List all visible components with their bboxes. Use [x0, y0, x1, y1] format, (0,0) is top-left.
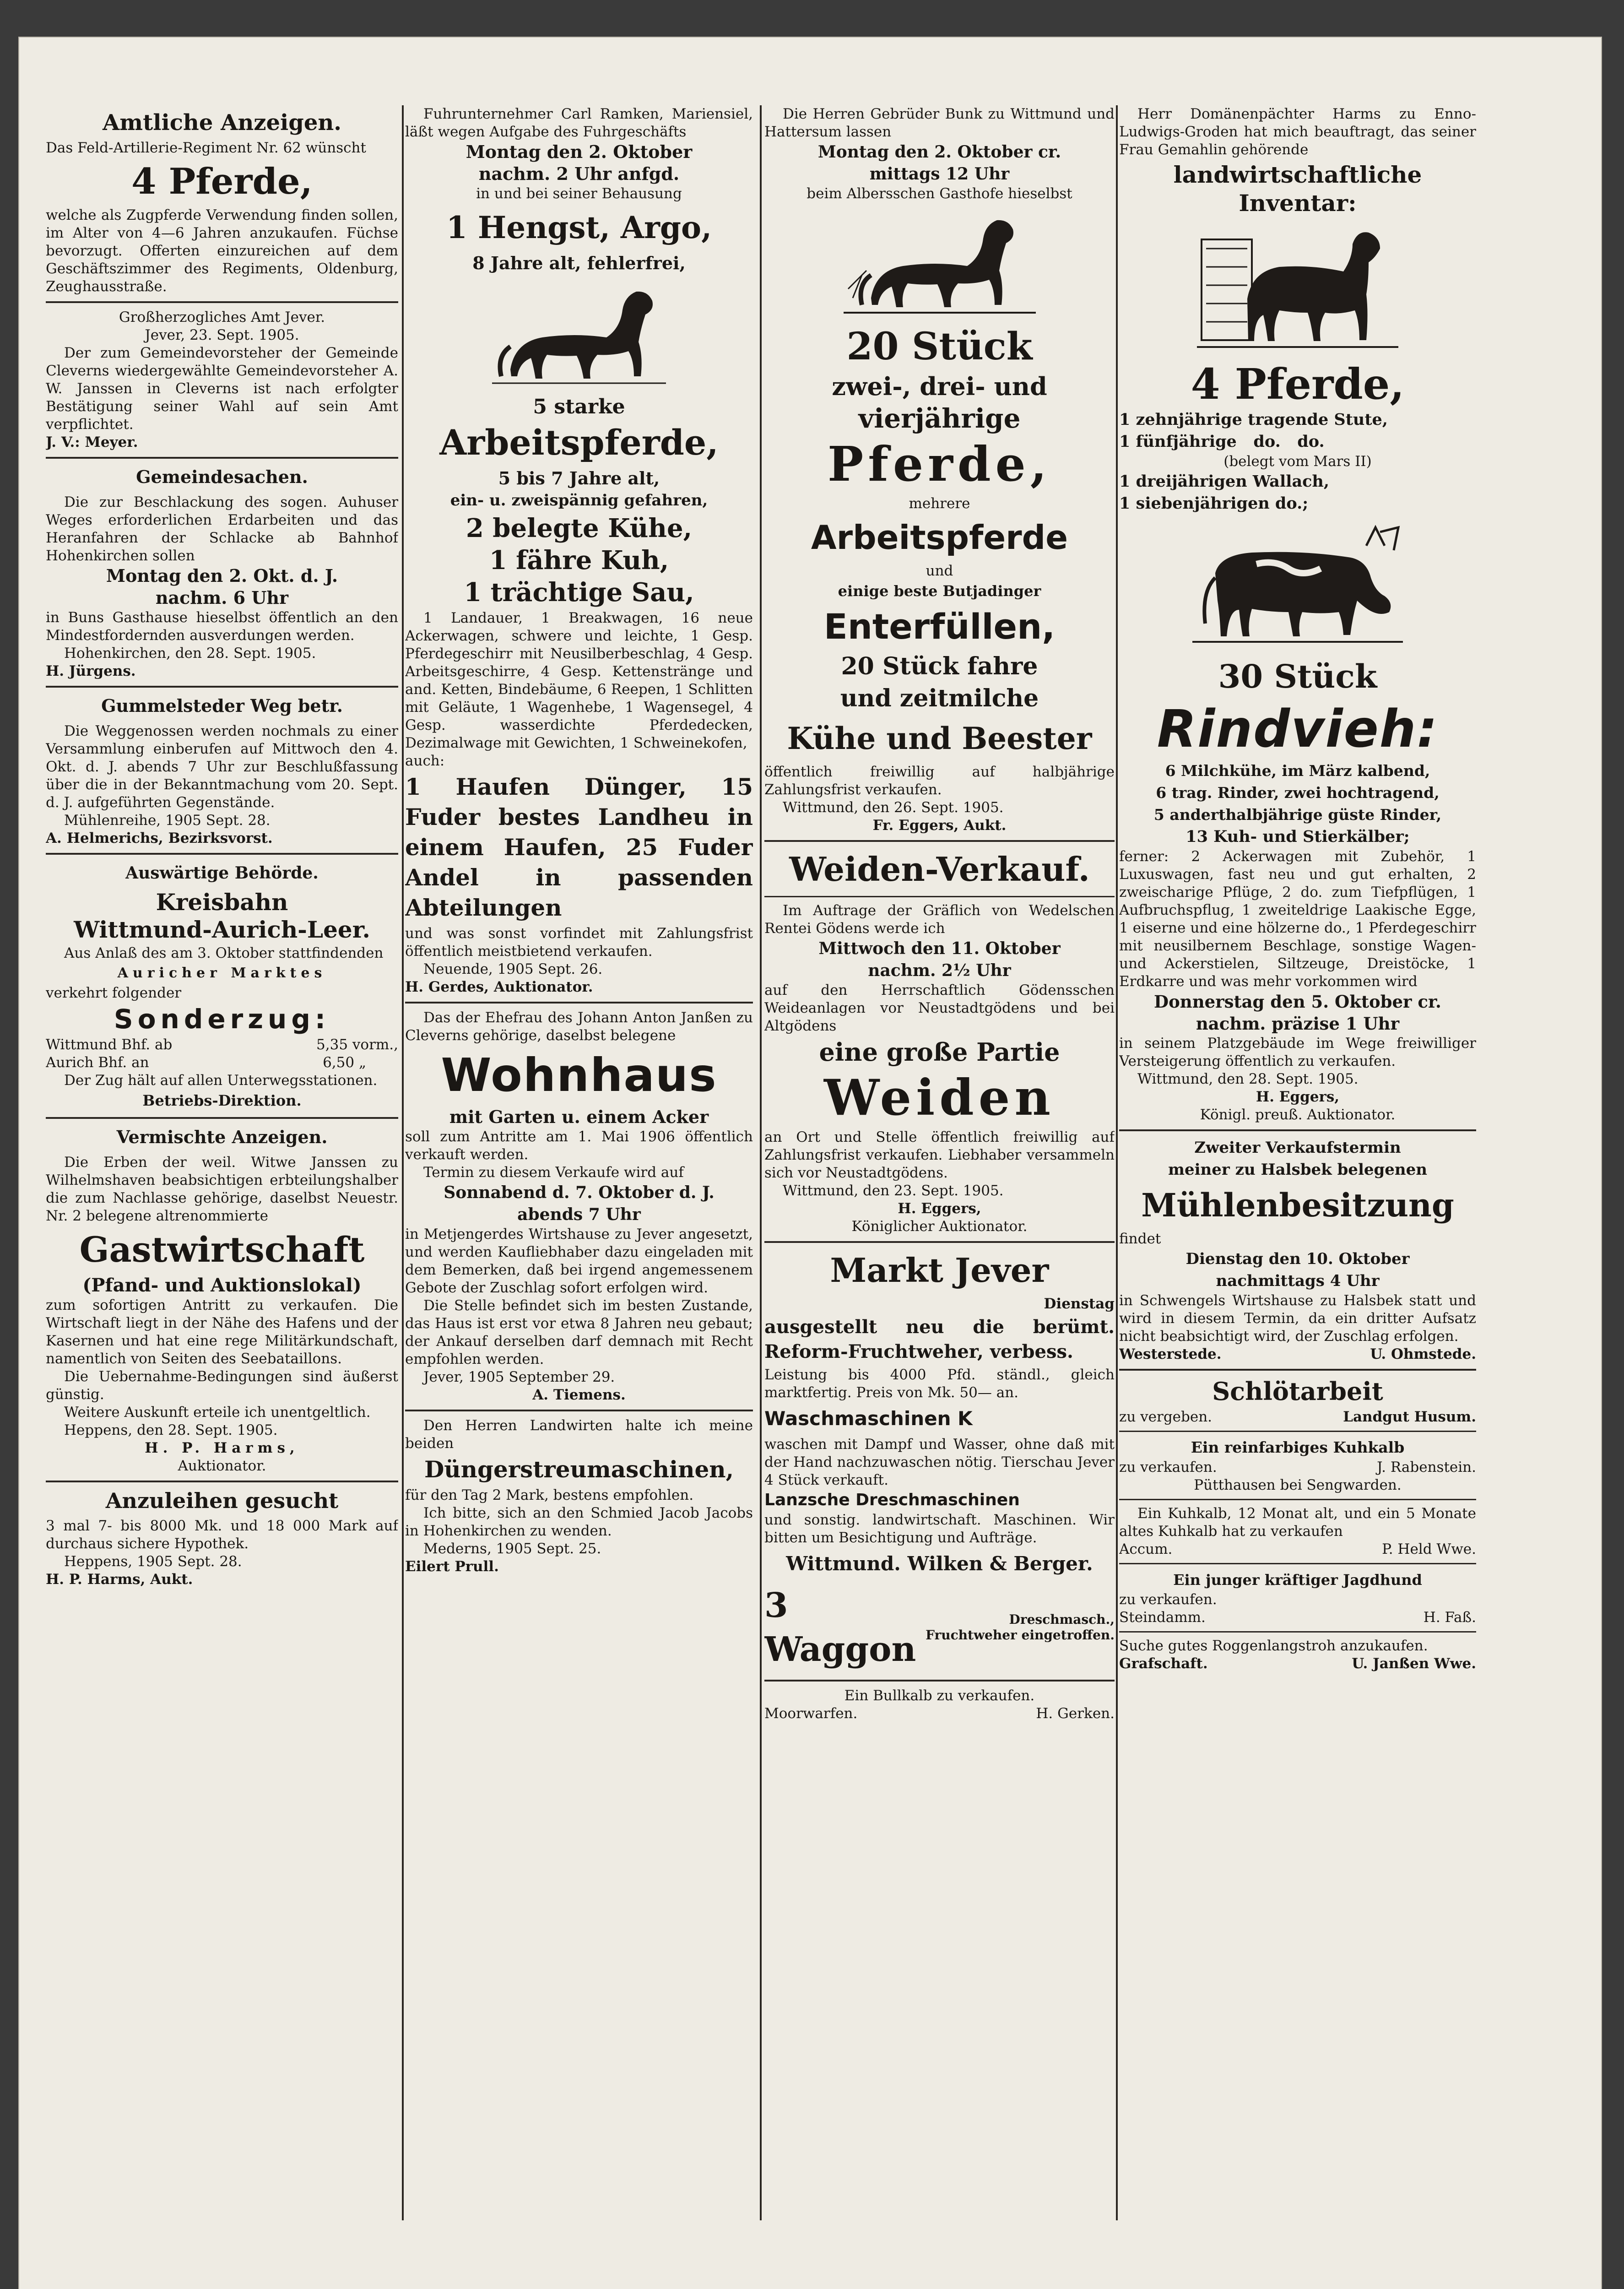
ad-date: Mittwoch den 11. Oktober	[818, 939, 1061, 958]
ad-place: Mederns, 1905 Sept. 25.	[423, 1540, 601, 1557]
ad-item: 13 Kuh- und Stierkälber;	[1186, 827, 1410, 846]
divider	[405, 1002, 753, 1003]
divider	[1119, 1431, 1476, 1432]
ad-text: in seinem Platzgebäude im Wege freiwilliger Versteigerung öffentlich zu verkaufen.	[1119, 1035, 1476, 1069]
ad-item: 5 anderthalbjährige güste Rinder,	[1153, 806, 1442, 824]
divider	[1119, 1631, 1476, 1633]
ad-subheadline: ausgestellt neu die berümt. Reform-Fruchtweher, verbess.	[764, 1316, 1115, 1362]
ad-text: beim Albersschen Gasthofe hieselbst	[807, 185, 1072, 202]
column-2	[405, 105, 753, 2248]
timetable-station: Aurich Bhf. an	[46, 1054, 149, 1071]
ad-signature: H. P. Harms,	[145, 1440, 299, 1456]
ad-signature: H. Gerken.	[1036, 1705, 1115, 1722]
ad-item: 2 belegte Kühe,	[466, 513, 693, 543]
ad-signature: H. Jürgens.	[46, 663, 136, 679]
ad-place: Accum.	[1119, 1541, 1173, 1557]
timetable-row	[46, 1054, 398, 1072]
ad-headline: 4 Pferde,	[1191, 359, 1405, 409]
ad-highlight: Auricher Marktes	[117, 965, 327, 981]
ad-text: für den Tag 2 Mark, bestens empfohlen.	[405, 1487, 694, 1503]
ad-subheadline: meiner zu Halsbek belegenen	[1168, 1161, 1427, 1179]
signature-row	[1119, 1408, 1476, 1426]
ad-item: 1 siebenjährigen do.;	[1119, 494, 1309, 513]
signature-row	[1119, 1655, 1476, 1673]
ad-text: Die Herren Gebrüder Bunk zu Wittmund und Hattersum lassen	[764, 106, 1115, 140]
ad-headline: Wittmund-Aurich-Leer.	[74, 916, 370, 943]
section-heading: Gemeindesachen.	[136, 466, 308, 487]
ad-text: Die Stelle befindet sich im besten Zustande, das Haus ist erst vor etwa 8 Jahren neu gebaut; der Ankauf derselben darf demnach mit Recht empfohlen werden.	[405, 1297, 753, 1367]
ad-text: Ein Bullkalb zu verkaufen.	[844, 1687, 1035, 1704]
ad-text: Die Erben der weil. Witwe Janssen zu Wilhelmshaven beabsichtigen erbteilungshalber die zum Nachlasse gehörige, daselbst Neuestr. Nr. 2 belegene altrenommierte	[46, 1154, 398, 1224]
timetable-time: 5,35 vorm.,	[316, 1036, 398, 1053]
ad-text: Das Feld-Artillerie-Regiment Nr. 62 wünscht	[46, 140, 366, 156]
divider	[764, 896, 1115, 897]
divider	[46, 301, 398, 303]
ad-item: 6 Milchkühe, im März kalbend,	[1165, 762, 1430, 780]
ad-text: Das der Ehefrau des Johann Anton Janßen zu Cleverns gehörige, daselbst belegene	[405, 1009, 753, 1044]
ad-signature: U. Ohmstede.	[1370, 1346, 1476, 1362]
ad-time: abends 7 Uhr	[517, 1205, 641, 1224]
ad-item: 1 fünfjährige do. do.	[1119, 432, 1325, 451]
ad-text: Aus Anlaß des am 3. Oktober stattfindenden	[64, 945, 384, 961]
timetable-station: Wittmund Bhf. ab	[46, 1036, 173, 1053]
ad-text: Weitere Auskunft erteile ich unentgeltlich.	[64, 1404, 371, 1421]
column-rule	[402, 105, 404, 2220]
divider	[1119, 1499, 1476, 1500]
ad-text: in und bei seiner Behausung	[476, 185, 682, 202]
ad-item: 1 dreijährigen Wallach,	[1119, 472, 1330, 491]
section-heading: Amtliche Anzeigen.	[103, 110, 341, 136]
ad-place: Grafschaft.	[1119, 1655, 1208, 1672]
ad-text: waschen mit Dampf und Wasser, ohne daß mit der Hand nachzuwaschen nötig. Tierschau Jever 4 Stück verkauft.	[764, 1436, 1115, 1488]
timetable-time: 6,50 „	[323, 1054, 366, 1071]
ad-subheadline: 5 starke	[533, 395, 625, 418]
ad-subheadline: vierjährige	[858, 403, 1021, 434]
ad-text: verkehrt folgender	[46, 985, 182, 1001]
ad-headline: 4 Pferde,	[131, 161, 313, 202]
ad-text: Den Herren Landwirten halte ich meine beiden	[405, 1417, 753, 1452]
ad-headline: landwirtschaftliche Inventar:	[1173, 161, 1422, 217]
ad-headline: Gastwirtschaft	[79, 1229, 365, 1270]
ad-text: Großherzogliches Amt Jever.	[119, 309, 325, 325]
ad-text: in Metjengerdes Wirtshause zu Jever angesetzt, und werden Kaufliebhaber dazu eingeladen mit dem Bemerken, daß bei irgend angemessenem Gebote der Zuschlag sofort erfolgen wird.	[405, 1226, 753, 1296]
divider	[46, 686, 398, 688]
ad-text: Im Auftrage der Gräflich von Wedelschen Rentei Gödens werde ich	[764, 902, 1115, 937]
ad-headline: Mühlenbesitzung	[1141, 1186, 1454, 1224]
signature-row	[1119, 1540, 1476, 1558]
ad-subheadline: Lanzsche Dreschmaschinen	[764, 1491, 1020, 1509]
horse-illustration-icon	[1188, 221, 1407, 358]
ad-signature: Eilert Prull.	[405, 1558, 499, 1575]
ad-date: Montag den 2. Oktober	[466, 141, 693, 162]
ad-text: Ein Kuhkalb, 12 Monat alt, und ein 5 Monate altes Kuhkalb hat zu verkaufen	[1119, 1505, 1476, 1540]
waggon-row	[764, 1581, 1115, 1674]
ad-signature: H. Eggers,	[898, 1200, 981, 1217]
ad-time: nachmittags 4 Uhr	[1216, 1272, 1380, 1290]
column-1	[46, 105, 398, 2248]
ad-text: Dreschmasch., Fruchtweher eingetroffen.	[926, 1612, 1115, 1643]
ad-signature: H. Gerdes, Auktionator.	[405, 979, 593, 995]
ad-signature: J. V.: Meyer.	[46, 434, 138, 450]
ad-subheadline: mit Garten u. einem Acker	[449, 1107, 709, 1127]
ad-time: nachm. präzise 1 Uhr	[1196, 1014, 1400, 1034]
horse-illustration-icon	[483, 278, 675, 392]
ad-date: Dienstag den 10. Oktober	[1186, 1250, 1410, 1268]
ad-subheadline: Waschmaschinen K	[764, 1407, 973, 1430]
section-heading: Anzuleihen gesucht	[105, 1488, 339, 1513]
ad-place: Wittmund, den 23. Sept. 1905.	[783, 1182, 1004, 1199]
ad-headline: Rindvieh:	[1157, 700, 1439, 759]
ad-subheadline: Wittmund. Wilken & Berger.	[786, 1552, 1093, 1575]
divider	[1119, 1129, 1476, 1131]
section-heading: Auswärtige Behörde.	[125, 863, 319, 883]
divider	[1119, 1369, 1476, 1371]
ad-headline: Schlötarbeit	[1212, 1377, 1383, 1406]
ad-text: Termin zu diesem Verkaufe wird auf	[423, 1164, 684, 1181]
cow-illustration-icon	[1183, 518, 1412, 651]
ad-text: Dienstag	[1044, 1296, 1115, 1312]
ad-place: Jever, 1905 September 29.	[423, 1369, 615, 1385]
section-heading: Vermischte Anzeigen.	[116, 1127, 328, 1147]
ad-text: soll zum Antritte am 1. Mai 1906 öffentlich verkauft werden.	[405, 1128, 753, 1163]
signature-row	[1119, 1609, 1476, 1627]
ad-text: Fuhrunternehmer Carl Ramken, Mariensiel, läßt wegen Aufgabe des Fuhrgeschäfts	[405, 106, 753, 140]
ad-headline: Kreisbahn	[156, 889, 288, 916]
newspaper-page	[18, 37, 1602, 2289]
ad-text: zum sofortigen Antritt zu verkaufen. Die Wirtschaft liegt in der Nähe des Hafens und der Kasernen und hat eine rege Militärkundschaft, namentlich von Seiten des Seebataillons.	[46, 1297, 398, 1367]
ad-subheadline: einige beste Butjadinger	[838, 582, 1041, 600]
ad-headline: Weiden-Verkauf.	[789, 850, 1090, 889]
ad-line: ein- u. zweispännig gefahren,	[450, 491, 708, 510]
column-rule	[760, 105, 762, 2220]
ad-signature: Landgut Husum.	[1343, 1409, 1476, 1425]
divider	[1119, 1563, 1476, 1564]
ad-place: Pütthausen bei Sengwarden.	[1194, 1477, 1402, 1493]
ad-text: Die zur Beschlackung des sogen. Auhuser Weges erforderlichen Erdarbeiten und das Heranfahren der Schlacke ab Bahnhof Hohenkirchen sollen	[46, 494, 398, 564]
ad-place: Heppens, 1905 Sept. 28.	[64, 1553, 242, 1570]
ad-headline: Enterfüllen,	[823, 606, 1056, 647]
signature-row	[1119, 1345, 1476, 1363]
ad-signature: A. Tiemens.	[532, 1387, 626, 1403]
ad-time: nachm. 2 Uhr anfgd.	[478, 163, 680, 184]
ad-place: Wittmund, den 26. Sept. 1905.	[783, 799, 1004, 816]
ad-place: Hohenkirchen, den 28. Sept. 1905.	[64, 645, 316, 662]
ad-subheadline: (Pfand- und Auktionslokal)	[82, 1275, 362, 1296]
ad-headline: Markt Jever	[830, 1251, 1049, 1290]
ad-signature-title: Auktionator.	[178, 1458, 266, 1474]
ad-text: welche als Zugpferde Verwendung finden sollen, im Alter von 4—6 Jahren anzukaufen. Füchse bevorzugt. Offerten einzureichen auf dem Geschäftszimmer des Regiments, Oldenburg, Zeughausstraße.	[46, 207, 398, 295]
ad-text: öffentlich freiwillig auf halbjährige Zahlungsfrist verkaufen.	[764, 764, 1115, 798]
ad-subheadline: Ein junger kräftiger Jagdhund	[1173, 1571, 1422, 1589]
ad-date: Donnerstag den 5. Oktober cr.	[1154, 992, 1441, 1012]
ad-signature-title: Königl. preuß. Auktionator.	[1200, 1107, 1396, 1123]
ad-text: auch:	[405, 753, 445, 769]
ad-date: Montag den 2. Oktober cr.	[817, 142, 1061, 162]
ad-headline: Düngerstreumaschinen,	[424, 1456, 734, 1483]
column-rule	[1116, 105, 1118, 2220]
ad-text: findet	[1119, 1231, 1161, 1247]
ad-signature: H. P. Harms, Aukt.	[46, 1571, 193, 1588]
ad-headline: 20 Stück	[846, 325, 1033, 369]
ad-subheadline: 8 Jahre alt, fehlerfrei,	[472, 253, 686, 273]
ad-place: Heppens, den 28. Sept. 1905.	[64, 1422, 278, 1438]
ad-text: (belegt vom Mars II)	[1223, 453, 1372, 470]
ad-time: nachm. 6 Uhr	[155, 587, 289, 608]
ad-headline: 1 Hengst, Argo,	[446, 210, 712, 245]
ad-headline: Arbeitspferde	[811, 518, 1068, 557]
ad-subheadline: Ein reinfarbiges Kuhkalb	[1191, 1438, 1405, 1456]
ad-text: mehrere	[909, 495, 970, 512]
ad-text: Herr Domänenpächter Harms zu Enno-Ludwigs-Groden hat mich beauftragt, das seiner Frau Gemahlin gehörende	[1119, 106, 1476, 158]
divider	[46, 457, 398, 459]
ad-text: in Schwengels Wirtshause zu Halsbek statt und wird in diesem Termin, da ein dritter Aufsatz nicht beabsichtigt wird, der Zuschlag erfolgen.	[1119, 1292, 1476, 1345]
ad-text: 1 Landauer, 1 Breakwagen, 16 neue Ackerwagen, schwere und leichte, 1 Gesp. Pferdegeschirr mit Neusilberbeschlag, 4 Gesp. Arbeitsgeschirre, 4 Gesp. Kettenstränge und and. Ketten, Bindebäume, 6 Reepen, 1 Schlitten mit Geläute, 1 Wagenhebe, 1 Wagensegel, 4 Gesp. wasserdichte Pferdedecken, Dezimalwage mit Gewichten, 1 Schweinekofen,	[405, 610, 753, 751]
signature-row	[764, 1705, 1115, 1723]
ad-text: Leistung bis 4000 Pfd. ständl., gleich marktfertig. Preis von Mk. 50— an.	[764, 1367, 1115, 1401]
section-heading: Gummelsteder Weg betr.	[101, 695, 343, 716]
horse-illustration-icon	[834, 206, 1045, 321]
ad-place: Steindamm.	[1119, 1609, 1206, 1626]
ad-place: Moorwarfen.	[764, 1705, 858, 1722]
divider	[764, 1241, 1115, 1243]
ad-subheadline: 20 Stück fahre	[841, 652, 1038, 680]
ad-item: 1 trächtige Sau,	[464, 577, 694, 608]
ad-signature: Fr. Eggers, Aukt.	[872, 817, 1007, 834]
ad-signature-title: Königlicher Auktionator.	[851, 1218, 1028, 1235]
column-4	[1119, 105, 1476, 2248]
ad-text: 3 mal 7- bis 8000 Mk. und 18 000 Mark auf durchaus sichere Hypothek.	[46, 1518, 398, 1552]
divider	[405, 1410, 753, 1411]
ad-time: mittags 12 Uhr	[869, 164, 1010, 184]
ad-time: nachm. 2½ Uhr	[868, 961, 1011, 980]
ad-text: ferner: 2 Ackerwagen mit Zubehör, 1 Luxuswagen, fast neu und gut erhalten, 2 zweischarige Pflüge, 2 do. zum Tiefpflügen, 1 Aufbruchspflug, 1 zweiteldrige Laakische Egge, 1 eiserne und eine hölzerne do., 1 Pferdegeschirr mit neusilbernem Beschlage, sonstige Wagen- und Ackerstielen, Siltzeuge, Dreistöcke, 1 Erdkarre und was mehr vorkommen wird	[1119, 848, 1476, 990]
ad-text: auf den Herrschaftlich Gödensschen Weideanlagen vor Neustadtgödens und bei Altgödens	[764, 982, 1115, 1034]
ad-text: Die Weggenossen werden nochmals zu einer Versammlung einberufen auf Mittwoch den 4. Okt. d. J. abends 7 Uhr zur Beschlußfassung über die in der Bekanntmachung vom 20. Sept. d. J. aufgeführten Gegenstände.	[46, 723, 398, 811]
ad-place: Westerstede.	[1119, 1346, 1222, 1362]
ad-headline: 3 Waggon	[764, 1586, 916, 1669]
divider	[46, 853, 398, 855]
ad-text: und	[926, 563, 953, 579]
signature-row	[1119, 1459, 1476, 1476]
ad-item: 1 fähre Kuh,	[489, 545, 669, 575]
ad-headline: Weiden	[824, 1069, 1055, 1127]
ad-subheadline: Zweiter Verkaufstermin	[1194, 1139, 1401, 1157]
ad-text: und was sonst vorfindet mit Zahlungsfrist öffentlich meistbietend verkaufen.	[405, 925, 753, 960]
ad-item: 1 Haufen Dünger, 15 Fuder bestes Landheu in einem Haufen, 25 Fuder Andel in passenden Abteilungen	[405, 773, 753, 921]
divider	[764, 1680, 1115, 1681]
ad-headline: Arbeitspferde,	[439, 422, 719, 463]
ad-item: 6 trag. Rinder, zwei hochtragend,	[1156, 784, 1440, 802]
divider	[764, 840, 1115, 842]
ad-text: an Ort und Stelle öffentlich freiwillig auf Zahlungsfrist verkaufen. Liebhaber versammeln sich vor Neustadtgödens.	[764, 1129, 1115, 1181]
ad-subheadline: zwei-, drei- und	[832, 372, 1047, 401]
ad-subheadline: und zeitmilche	[840, 684, 1039, 712]
ad-text: Ich bitte, sich an den Schmied Jacob Jacobs in Hohenkirchen zu wenden.	[405, 1505, 753, 1539]
ad-signature: Betriebs-Direktion.	[142, 1092, 302, 1109]
ad-date: Montag den 2. Okt. d. J.	[106, 565, 338, 586]
divider	[46, 1117, 398, 1119]
ad-headline: Wohnhaus	[441, 1048, 717, 1102]
ad-text: Suche gutes Roggenlangstroh anzukaufen.	[1119, 1638, 1428, 1654]
ad-signature: J. Rabenstein.	[1377, 1459, 1476, 1475]
ad-signature: H. Eggers,	[1256, 1089, 1340, 1105]
ad-headline: Pferde,	[828, 436, 1051, 492]
ad-headline: Kühe und Beester	[787, 721, 1092, 756]
ad-text: zu vergeben.	[1119, 1409, 1213, 1425]
ad-signature: P. Held Wwe.	[1382, 1541, 1476, 1557]
ad-signature: H. Faß.	[1423, 1609, 1476, 1626]
ad-headline: 30 Stück	[1218, 657, 1377, 695]
ad-signature: A. Helmerichs, Bezirksvorst.	[46, 830, 273, 846]
ad-text: Die Uebernahme-Bedingungen sind äußerst günstig.	[46, 1368, 398, 1403]
ad-place: Mühlenreihe, 1905 Sept. 28.	[64, 812, 271, 829]
ad-date: Jever, 23. Sept. 1905.	[145, 327, 299, 343]
ad-text: Der zum Gemeindevorsteher der Gemeinde Cleverns wiedergewählte Gemeindevorsteher A. W. Janssen in Cleverns ist nach erfolgter Bestätigung seiner Wahl auf sein Amt verpflichtet.	[46, 345, 398, 433]
ad-place: Wittmund, den 28. Sept. 1905.	[1137, 1071, 1359, 1087]
divider	[46, 1481, 398, 1482]
ad-date: Sonnabend d. 7. Oktober d. J.	[444, 1183, 715, 1202]
ad-headline: Sonderzug:	[114, 1003, 330, 1035]
ad-text: und sonstig. landwirtschaft. Maschinen. Wir bitten um Besichtigung und Aufträge.	[764, 1512, 1115, 1546]
ad-text: zu verkaufen.	[1119, 1591, 1217, 1608]
timetable-row	[46, 1036, 398, 1054]
ad-signature: U. Janßen Wwe.	[1352, 1655, 1476, 1672]
column-3	[764, 105, 1115, 2248]
ad-subheadline: eine große Partie	[819, 1037, 1060, 1067]
ad-text: zu verkaufen.	[1119, 1459, 1217, 1475]
ad-line: 5 bis 7 Jahre alt,	[498, 468, 660, 488]
ad-item: 1 zehnjährige tragende Stute,	[1119, 410, 1388, 429]
ad-text: Der Zug hält auf allen Unterwegsstationen.	[64, 1072, 378, 1089]
ad-text: in Buns Gasthause hieselbst öffentlich an den Mindestfordernden ausverdungen werden.	[46, 609, 398, 644]
ad-place: Neuende, 1905 Sept. 26.	[423, 961, 603, 977]
